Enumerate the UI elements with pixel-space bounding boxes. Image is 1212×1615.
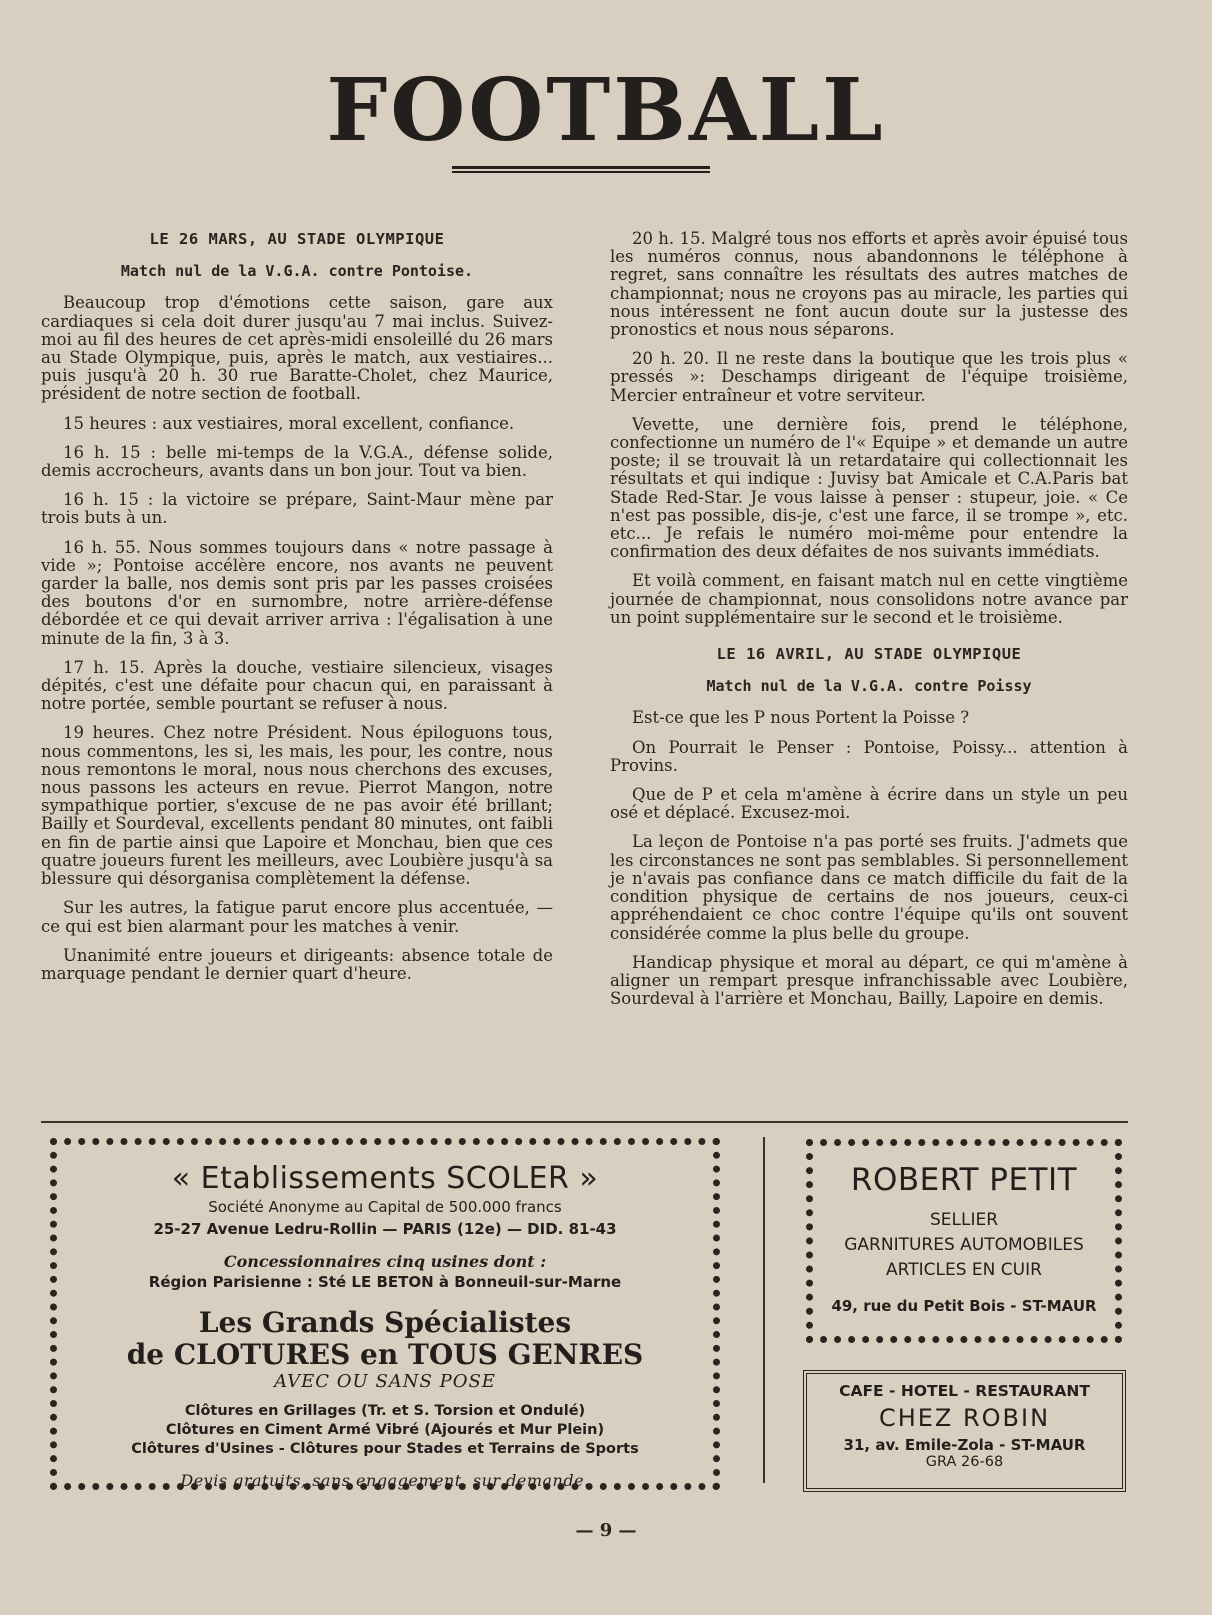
divider — [41, 1121, 1128, 1123]
paragraph: La leçon de Pontoise n'a pas porté ses fruits. J'admets que les circonstances ne sont pas semblables. Si personnellement je n'avais pas confiance dans ce match difficile du fait de la condition physique de certains de nos joueurs, ceux-ci appréhendaient ce choc contre l'équipe qu'ils ont souvent considérée comme la plus belle du groupe. — [610, 832, 1128, 943]
paragraph: 17 h. 15. Après la douche, vestiaire silencieux, visages dépités, c'est une défaite pour chacun qui, en paraissant à notre portée, semble pourtant se refuser à nous. — [41, 657, 553, 714]
section-subheading: Match nul de la V.G.A. contre Poissy — [706, 677, 1032, 696]
ad-trades — [819, 1208, 1109, 1283]
paragraph: Unanimité entre joueurs et dirigeants: absence totale de marquage pendant le dernier quart d'heure. — [41, 945, 553, 983]
section-heading: LE 16 AVRIL, AU STADE OLYMPIQUE — [716, 645, 1022, 664]
paragraph: Sur les autres, la fatigue parut encore plus accentuée, — ce qui est bien alarmant pour les matches à venir. — [41, 898, 553, 936]
ad-products — [77, 1402, 693, 1459]
ad-phone: GRA 26-68 — [925, 1454, 1004, 1470]
page-number: — 9 — — [575, 1520, 637, 1541]
advertisement-scoler — [50, 1138, 720, 1490]
ad-headline-line: de CLOTURES en TOUS GENRES — [126, 1338, 644, 1371]
ad-trade-line: GARNITURES AUTOMOBILES — [844, 1235, 1084, 1255]
paragraph: Est-ce que les P nous Portent la Poisse ? — [632, 708, 970, 728]
ad-product-line: Clôtures en Ciment Armé Vibré (Ajourés et Mur Plein) — [165, 1422, 605, 1438]
paragraph: 16 h. 15 : belle mi-temps de la V.G.A., défense solide, demis accrocheurs, avants dans un bon jour. Tout va bien. — [41, 442, 553, 481]
left-column — [41, 230, 553, 994]
ad-region: Région Parisienne : Sté LE BETON à Bonneuil-sur-Marne — [148, 1273, 622, 1291]
paragraph: Que de P et cela m'amène à écrire dans un style un peu osé et déplacé. Excusez-moi. — [610, 785, 1128, 823]
advertisement-robert-petit — [806, 1139, 1122, 1343]
ad-company-name: « Etablissements SCOLER » — [171, 1161, 599, 1196]
paragraph: 15 heures : aux vestiaires, moral excellent, confiance. — [63, 413, 515, 433]
paragraph: 16 h. 15 : la victoire se prépare, Saint-Maur mène par trois buts à un. — [41, 490, 553, 528]
ad-address: 49, rue du Petit Bois - ST-MAUR — [831, 1297, 1097, 1315]
advertisement-chez-robin — [803, 1370, 1126, 1492]
ad-company-name: CHEZ ROBIN — [878, 1404, 1051, 1432]
paragraph: 20 h. 20. Il ne reste dans la boutique que les trois plus « pressés »: Deschamps dirigeant de l'équipe troisième, Mercier entraîneur et votre serviteur. — [610, 349, 1128, 405]
section-subheading: Match nul de la V.G.A. contre Pontoise. — [120, 262, 474, 281]
paragraph: 19 heures. Chez notre Président. Nous épiloguons tous, nous commentons, les si, les mais, les pour, les contre, nous nous remontons le moral, nous nous cherchons des excuses, nous passons les acteurs en revue. Pierrot Mangon, notre sympathique portier, s'excuse de ne pas avoir été brillant; Bailly et Sourdeval, excellents pendant 80 minutes, ont faibli en fin de partie ainsi que Lapoire et Monchau, bien que ces quatre joueurs furent les meilleurs, avec Loubière jusqu'à sa blessure qui désorganisa complètement la défense. — [41, 723, 553, 889]
paragraph: Et voilà comment, en faisant match nul en cette vingtième journée de championnat, nous consolidons notre avance par un point supplémentaire sur le second et le troisième. — [610, 571, 1128, 627]
page-title: FOOTBALL — [326, 60, 886, 161]
paragraph: Beaucoup trop d'émotions cette saison, gare aux cardiaques si cela doit durer jusqu'au 7 mai inclus. Suivez-moi au fil des heures de cet après-midi ensoleillé du 26 mars au Stade Olympique, puis, après le match, aux vestiaires... puis jusqu'à 20 h. 30 rue Baratte-Cholet, chez Maurice, président de notre section de football. — [41, 293, 553, 404]
ad-headline — [77, 1307, 693, 1371]
ad-product-line: Clôtures d'Usines - Clôtures pour Stades et Terrains de Sports — [131, 1441, 639, 1457]
ad-devis: Devis gratuits, sans engagement, sur demande. — [180, 1471, 590, 1490]
paragraph: Handicap physique et moral au départ, ce qui m'amène à aligner un rempart presque infranchissable avec Loubière, Sourdeval à l'arrière et Monchau, Bailly, Lapoire en demis. — [610, 952, 1128, 1009]
section-heading: LE 26 MARS, AU STADE OLYMPIQUE — [149, 230, 445, 248]
ad-company-name: ROBERT PETIT — [850, 1162, 1078, 1198]
ad-product-line: Clôtures en Grillages (Tr. et S. Torsion et Ondulé) — [184, 1403, 586, 1419]
paragraph: 16 h. 55. Nous sommes toujours dans « notre passage à vide »; Pontoise accélère encore, nos avants ne peuvent garder la balle, nos demis sont pris par les passes croisées des boutons d'or en surnombre, notre arrière-défense débordée et ce qui devait arriver arriva : l'égalisation à une minute de la fin, 3 à 3. — [41, 537, 553, 648]
ad-trade-line: SELLIER — [929, 1210, 999, 1230]
paragraph: 20 h. 15. Malgré tous nos efforts et après avoir épuisé tous les numéros connus, nous abandonnons le téléphone à regret, sans connaître les résultats des autres matches de championnat; nous ne croyons pas au miracle, les parties qui nous intéressent ne font aucun doute sur la justesse des pronostics et nous nous séparons. — [610, 229, 1128, 340]
ad-headline-line: Les Grands Spécialistes — [198, 1306, 572, 1339]
paragraph: Vevette, une dernière fois, prend le téléphone, confectionne un numéro de l'« Equipe » et demande un autre poste; il se trouvait là un retardataire qui collectionnait les résultats et qui indique : Juvisy bat Amicale et C.A.Paris bat Stade Red-Star. Je vous laisse à penser : stupeur, joie. « Ce n'est pas possible, dis-je, c'est une farce, il se trompe », etc. etc... Je refais le numéro moi-même pour entendre la confirmation des deux défaites de nos suivants immédiats. — [610, 414, 1128, 562]
ad-category: CAFE - HOTEL - RESTAURANT — [839, 1382, 1090, 1400]
ad-trade-line: ARTICLES EN CUIR — [886, 1260, 1042, 1280]
ad-pose: AVEC OU SANS POSE — [274, 1371, 496, 1392]
ad-concession: Concessionnaires cinq usines dont : — [223, 1252, 547, 1271]
title-underline — [452, 166, 710, 173]
ad-capital: Société Anonyme au Capital de 500.000 francs — [208, 1198, 562, 1216]
divider — [763, 1137, 765, 1483]
paragraph: On Pourrait le Penser : Pontoise, Poissy... attention à Provins. — [610, 737, 1128, 775]
right-column — [610, 230, 1128, 1019]
ad-address: 31, av. Emile-Zola - ST-MAUR — [843, 1436, 1086, 1454]
ad-address: 25-27 Avenue Ledru-Rollin — PARIS (12e) — DID. 81-43 — [153, 1220, 617, 1238]
